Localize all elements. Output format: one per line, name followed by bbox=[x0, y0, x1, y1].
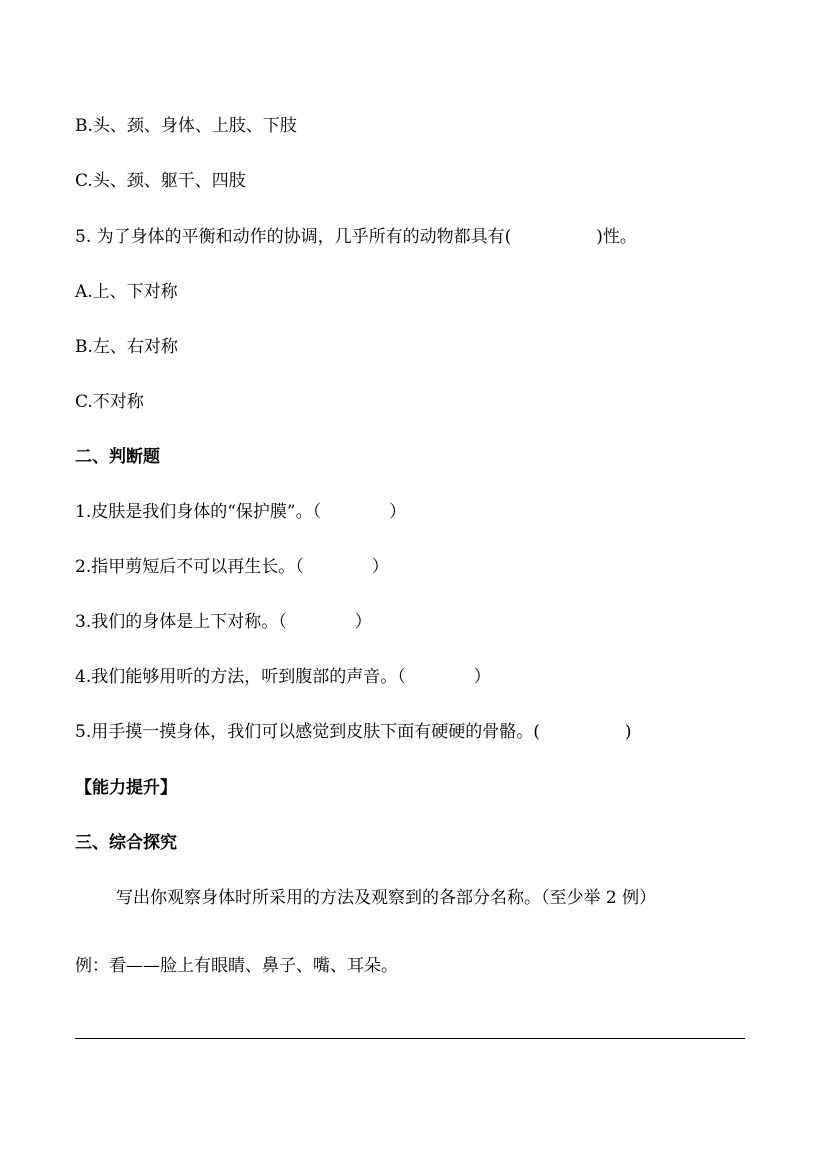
option-q4-b: B.头、颈、身体、上肢、下肢 bbox=[75, 116, 297, 136]
section-3-example: 例：看——脸上有眼睛、鼻子、嘴、耳朵。 bbox=[75, 956, 398, 976]
question-5-stem: 5. 为了身体的平衡和动作的协调，几乎所有的动物都具有( )性。 bbox=[75, 227, 637, 247]
answer-line[interactable] bbox=[75, 1038, 745, 1039]
section-3-prompt: 写出你观察身体时所采用的方法及观察到的各部分名称。（至少举 2 例） bbox=[116, 888, 657, 908]
judge-item-4: 4.我们能够用听的方法，听到腹部的声音。（ ） bbox=[75, 667, 491, 687]
ability-title: 【能力提升】 bbox=[75, 778, 177, 798]
option-q4-c: C.头、颈、躯干、四肢 bbox=[75, 171, 246, 191]
judge-item-1: 1.皮肤是我们身体的“保护膜”。（ ） bbox=[75, 502, 407, 522]
judge-item-2: 2.指甲剪短后不可以再生长。（ ） bbox=[75, 557, 389, 577]
judge-item-5: 5.用手摸一摸身体，我们可以感觉到皮肤下面有硬硬的骨骼。( ) bbox=[75, 722, 632, 742]
section-2-title: 二、判断题 bbox=[75, 447, 160, 467]
option-q5-c: C.不对称 bbox=[75, 392, 144, 412]
option-q5-b: B.左、右对称 bbox=[75, 337, 178, 357]
section-3-title: 三、综合探究 bbox=[75, 833, 177, 853]
judge-item-3: 3.我们的身体是上下对称。（ ） bbox=[75, 612, 372, 632]
option-q5-a: A.上、下对称 bbox=[75, 282, 178, 302]
